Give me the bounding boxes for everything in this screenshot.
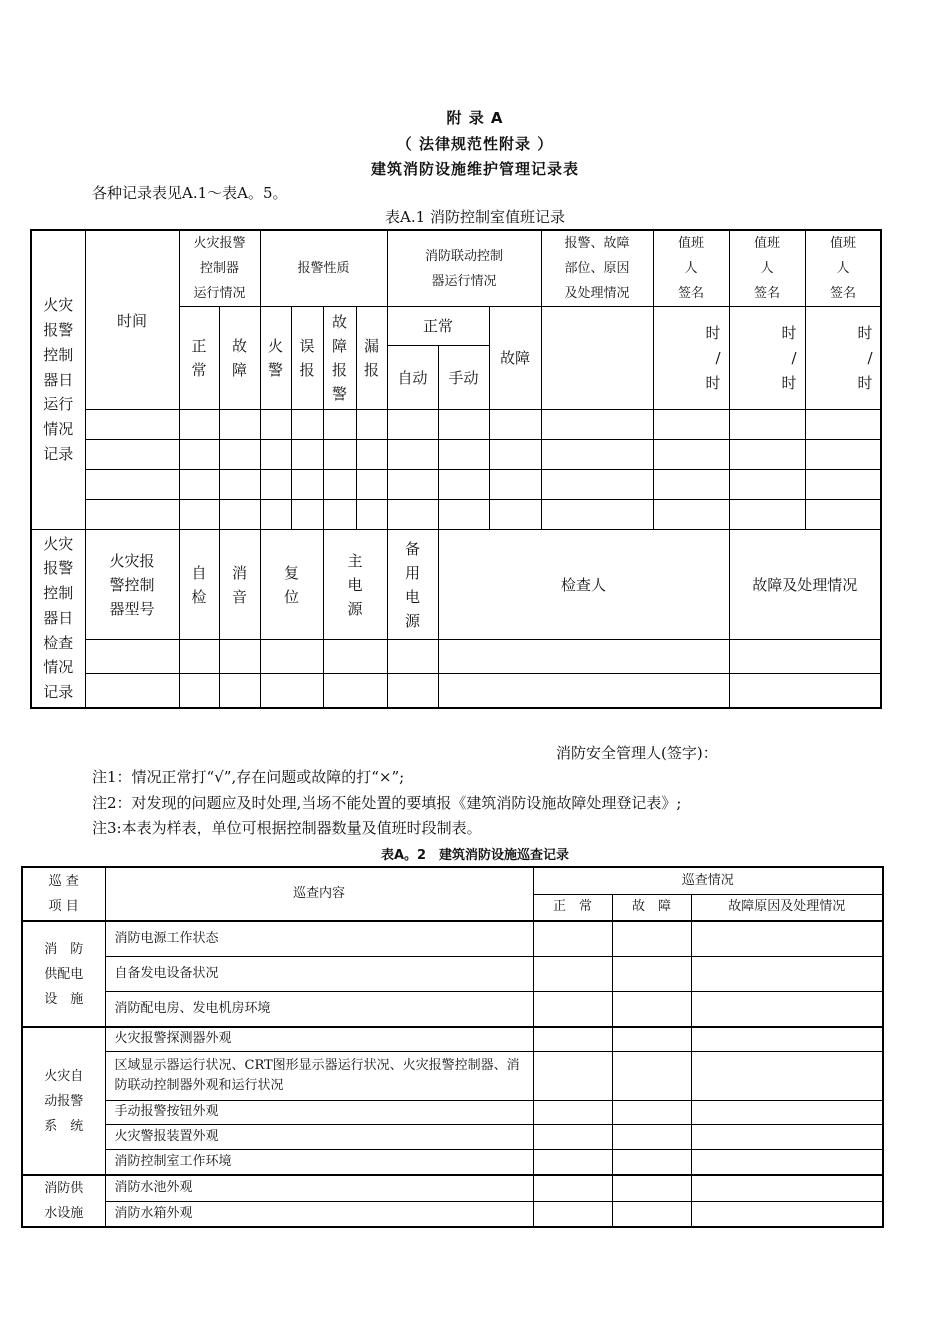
side-label-operation-text: 火灾 报警 控制 器日 运行 情况 记录 xyxy=(43,296,74,463)
blank-cell[interactable] xyxy=(260,674,323,708)
fault-header: 故 障 xyxy=(612,894,691,921)
blank-cell[interactable] xyxy=(323,640,387,674)
content-header: 巡查内容 xyxy=(105,867,533,921)
normal-col: 正 常 xyxy=(179,307,219,410)
missed-alarm-col: 漏 报 xyxy=(356,307,387,410)
note-1: 注1：情况正常打“√”,存在问题或故障的打“×”; xyxy=(92,768,405,786)
fault-cell[interactable] xyxy=(612,1124,691,1149)
blank-cell[interactable] xyxy=(179,470,219,500)
blank-cell[interactable] xyxy=(323,440,356,470)
fault-handling-header: 故障及处理情况 xyxy=(729,530,881,640)
reason-cell[interactable] xyxy=(691,956,883,991)
fault-cell[interactable] xyxy=(612,956,691,991)
blank-cell[interactable] xyxy=(85,410,179,440)
item-header: 巡 查 项 目 xyxy=(22,867,105,921)
blank-cell[interactable] xyxy=(179,440,219,470)
blank-cell[interactable] xyxy=(805,470,881,500)
reason-cell[interactable] xyxy=(691,1149,883,1175)
reason-cell[interactable] xyxy=(691,1100,883,1124)
patrol-record-table xyxy=(21,866,884,1228)
patrol-item: 手动报警按钮外观 xyxy=(105,1100,533,1124)
fault-cell[interactable] xyxy=(612,991,691,1027)
blank-cell[interactable] xyxy=(653,470,729,500)
reason-cell[interactable] xyxy=(691,1124,883,1149)
duty-record-table xyxy=(30,229,882,709)
blank-cell[interactable] xyxy=(729,500,805,530)
page-title: 建筑消防设施维护管理记录表 xyxy=(370,160,579,178)
blank-cell[interactable] xyxy=(541,500,653,530)
time-header: 时间 xyxy=(85,230,179,410)
normal-cell[interactable] xyxy=(533,991,612,1027)
blank-cell[interactable] xyxy=(85,440,179,470)
fault-col: 故 障 xyxy=(219,307,260,410)
reason-cell[interactable] xyxy=(691,921,883,956)
side-label-check: 火灾 报警 控制 器日 检查 情况 记录 xyxy=(31,530,85,708)
patrol-item: 消防电源工作状态 xyxy=(105,921,533,956)
normal-cell[interactable] xyxy=(533,1175,612,1201)
blank-cell[interactable] xyxy=(653,410,729,440)
blank-cell[interactable] xyxy=(219,440,260,470)
blank-cell[interactable] xyxy=(438,440,489,470)
blank-cell[interactable] xyxy=(805,440,881,470)
reason-cell[interactable] xyxy=(691,1027,883,1051)
blank-cell[interactable] xyxy=(541,470,653,500)
blank-cell[interactable] xyxy=(219,410,260,440)
blank-cell[interactable] xyxy=(489,440,541,470)
reason-header: 故障原因及处理情况 xyxy=(691,894,883,921)
blank-cell[interactable] xyxy=(729,410,805,440)
fault-cell[interactable] xyxy=(612,1201,691,1227)
normal-cell[interactable] xyxy=(533,1149,612,1175)
blank-cell[interactable] xyxy=(438,410,489,440)
blank-cell[interactable] xyxy=(179,410,219,440)
normal-cell[interactable] xyxy=(533,1201,612,1227)
duty-sign-header-1: 值班 人 签名 xyxy=(653,230,729,307)
patrol-item: 区域显示器运行状况、CRT图形显示器运行状况、火灾报警控制器、消防联动控制器外观和运行状况 xyxy=(105,1051,533,1100)
blank-cell[interactable] xyxy=(438,674,729,708)
blank-cell[interactable] xyxy=(387,470,438,500)
blank-cell[interactable] xyxy=(356,470,387,500)
model-header: 火灾报 警控制 器型号 xyxy=(85,530,179,640)
backup-power-col: 备 用 电 源 xyxy=(387,530,438,640)
reason-cell[interactable] xyxy=(691,1175,883,1201)
patrol-item: 消防控制室工作环境 xyxy=(105,1149,533,1175)
blank-cell[interactable] xyxy=(219,640,260,674)
fault-cell[interactable] xyxy=(612,1149,691,1175)
duty-sign-header-2: 值班 人 签名 xyxy=(729,230,805,307)
patrol-item: 消防配电房、发电机房环境 xyxy=(105,991,533,1027)
blank-cell[interactable] xyxy=(729,470,805,500)
blank-cell[interactable] xyxy=(356,500,387,530)
silence-col: 消 音 xyxy=(219,530,260,640)
blank-cell[interactable] xyxy=(729,640,881,674)
blank-cell[interactable] xyxy=(291,500,323,530)
blank-cell[interactable] xyxy=(489,470,541,500)
patrol-group-name: 消防供 水设施 xyxy=(22,1175,105,1227)
blank-cell[interactable] xyxy=(179,674,219,708)
blank-cell[interactable] xyxy=(219,470,260,500)
blank-cell[interactable] xyxy=(387,500,438,530)
linkage-manual: 手动 xyxy=(438,346,489,410)
fault-alarm-col: 故 障 报 警 xyxy=(323,307,356,410)
linkage-normal: 正常 xyxy=(387,307,489,346)
fault-cell[interactable] xyxy=(612,1100,691,1124)
blank-cell[interactable] xyxy=(438,500,489,530)
reason-cell[interactable] xyxy=(691,1201,883,1227)
fault-cell[interactable] xyxy=(612,1051,691,1100)
appendix-label: 附 录 A xyxy=(446,109,504,127)
alarm-info-cell xyxy=(541,307,653,410)
patrol-item: 自备发电设备状况 xyxy=(105,956,533,991)
normal-cell[interactable] xyxy=(533,1051,612,1100)
blank-cell[interactable] xyxy=(729,440,805,470)
blank-cell[interactable] xyxy=(260,640,323,674)
linkage-fault: 故障 xyxy=(489,307,541,410)
blank-cell[interactable] xyxy=(179,640,219,674)
intro-text: 各种记录表见A.1～表A。5。 xyxy=(92,184,288,202)
blank-cell[interactable] xyxy=(653,440,729,470)
blank-cell[interactable] xyxy=(85,500,179,530)
blank-cell[interactable] xyxy=(323,470,356,500)
patrol-item: 消防水池外观 xyxy=(105,1175,533,1201)
inspector-header: 检查人 xyxy=(438,530,729,640)
blank-cell[interactable] xyxy=(219,674,260,708)
reset-col: 复 位 xyxy=(260,530,323,640)
normal-cell[interactable] xyxy=(533,921,612,956)
blank-cell[interactable] xyxy=(219,500,260,530)
signature-line: 消防安全管理人(签字)： xyxy=(556,744,718,762)
blank-cell[interactable] xyxy=(260,410,291,440)
blank-cell[interactable] xyxy=(260,440,291,470)
patrol-item: 火灾报警探测器外观 xyxy=(105,1027,533,1051)
blank-cell[interactable] xyxy=(805,410,881,440)
normal-header: 正 常 xyxy=(533,894,612,921)
blank-cell[interactable] xyxy=(356,440,387,470)
blank-cell[interactable] xyxy=(729,674,881,708)
normal-cell[interactable] xyxy=(533,1124,612,1149)
blank-cell[interactable] xyxy=(653,500,729,530)
blank-cell[interactable] xyxy=(179,500,219,530)
blank-cell[interactable] xyxy=(541,410,653,440)
blank-cell[interactable] xyxy=(291,470,323,500)
appendix-nature: （ 法律规范性附录 ） xyxy=(396,135,554,153)
patrol-item: 消防水箱外观 xyxy=(105,1201,533,1227)
duty-time-1: 时 / 时 xyxy=(653,307,729,410)
side-label-operation xyxy=(31,230,85,530)
blank-cell[interactable] xyxy=(260,500,291,530)
blank-cell[interactable] xyxy=(541,440,653,470)
normal-cell[interactable] xyxy=(533,1100,612,1124)
duty-sign-header-3: 值班 人 签名 xyxy=(805,230,881,307)
blank-cell[interactable] xyxy=(438,640,729,674)
patrol-item: 火灾警报装置外观 xyxy=(105,1124,533,1149)
blank-cell[interactable] xyxy=(387,640,438,674)
blank-cell[interactable] xyxy=(438,470,489,500)
table2-caption: 表A。2 建筑消防设施巡查记录 xyxy=(380,848,570,863)
normal-cell[interactable] xyxy=(533,1027,612,1051)
main-power-col: 主 电 源 xyxy=(323,530,387,640)
note-2: 注2：对发现的问题应及时处理,当场不能处置的要填报《建筑消防设施故障处理登记表》; xyxy=(92,794,682,812)
duty-time-3: 时 / 时 xyxy=(805,307,881,410)
reason-cell[interactable] xyxy=(691,991,883,1027)
blank-cell[interactable] xyxy=(291,410,323,440)
blank-cell[interactable] xyxy=(260,470,291,500)
blank-cell[interactable] xyxy=(387,410,438,440)
blank-cell[interactable] xyxy=(85,470,179,500)
blank-cell[interactable] xyxy=(291,440,323,470)
linkage-header: 消防联动控制 器运行情况 xyxy=(387,230,541,307)
note-3: 注3:本表为样表，单位可根据控制器数量及值班时段制表。 xyxy=(92,819,482,837)
blank-cell[interactable] xyxy=(323,500,356,530)
alarm-nature-header: 报警性质 xyxy=(260,230,387,307)
self-check-col: 自 检 xyxy=(179,530,219,640)
blank-cell[interactable] xyxy=(387,674,438,708)
blank-cell[interactable] xyxy=(356,410,387,440)
patrol-group-name: 火灾自 动报警 系 统 xyxy=(22,1027,105,1175)
fire-alarm-col: 火 警 xyxy=(260,307,291,410)
fault-cell[interactable] xyxy=(612,1175,691,1201)
blank-cell[interactable] xyxy=(489,410,541,440)
duty-time-2: 时 / 时 xyxy=(729,307,805,410)
blank-cell[interactable] xyxy=(805,500,881,530)
blank-cell[interactable] xyxy=(323,674,387,708)
ctrl-status-header: 火灾报警 控制器 运行情况 xyxy=(179,230,260,307)
patrol-group-name: 消 防 供配电 设 施 xyxy=(22,921,105,1027)
blank-cell[interactable] xyxy=(85,640,179,674)
blank-cell[interactable] xyxy=(387,440,438,470)
status-header: 巡查情况 xyxy=(533,867,883,894)
reason-cell[interactable] xyxy=(691,1051,883,1100)
false-alarm-col: 误 报 xyxy=(291,307,323,410)
blank-cell[interactable] xyxy=(85,674,179,708)
fault-cell[interactable] xyxy=(612,1027,691,1051)
blank-cell[interactable] xyxy=(489,500,541,530)
fault-cell[interactable] xyxy=(612,921,691,956)
blank-cell[interactable] xyxy=(323,410,356,440)
normal-cell[interactable] xyxy=(533,956,612,991)
table1-caption: 表A.1 消防控制室值班记录 xyxy=(385,208,565,226)
linkage-auto: 自动 xyxy=(387,346,438,410)
alarm-info-header: 报警、故障 部位、原因 及处理情况 xyxy=(541,230,653,307)
